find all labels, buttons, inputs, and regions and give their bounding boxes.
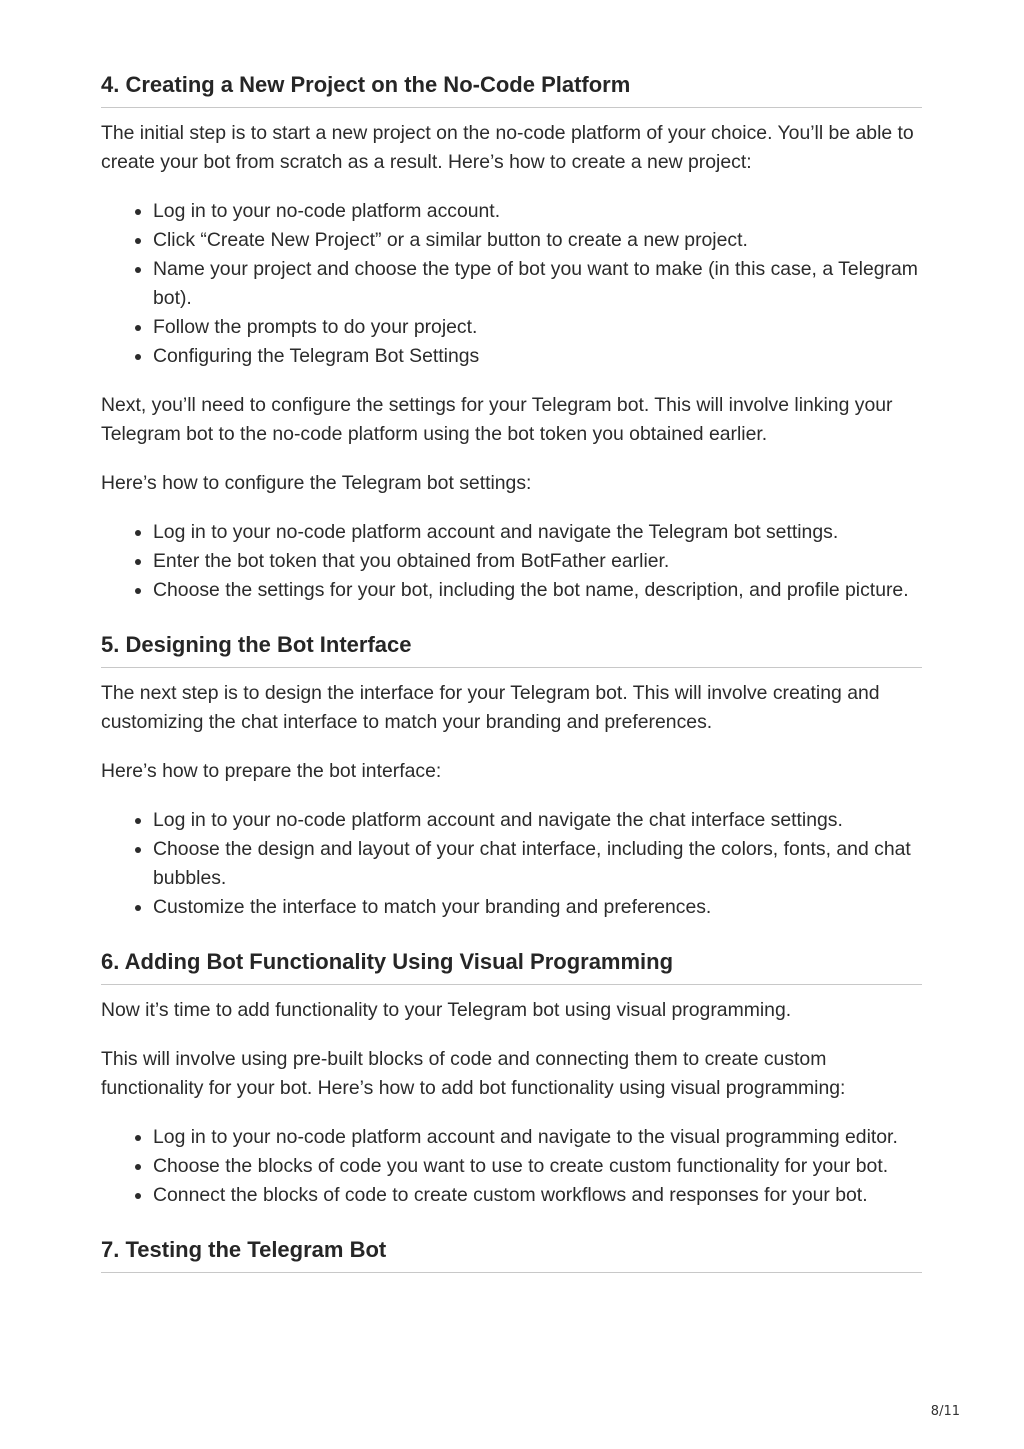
list-item: • Choose the blocks of code you want to use to create custom functionality for your bot. <box>153 1152 922 1181</box>
list-item: • Name your project and choose the type of bot you want to make (in this case, a Telegram bot). <box>153 255 922 313</box>
section-5-intro: The next step is to design the interface for your Telegram bot. This will involve creating and customizing the chat interface to match your branding and preferences. <box>101 682 880 733</box>
section-5-heading: 5. Designing the Bot Interface <box>101 631 922 668</box>
list-item: • Choose the design and layout of your chat interface, including the colors, fonts, and chat bubbles. <box>153 835 922 893</box>
list-item: • Click “Create New Project” or a similar button to create a new project. <box>153 226 922 255</box>
section-5-paragraph-2: Here’s how to prepare the bot interface: <box>101 760 442 782</box>
section-4-heading: 4. Creating a New Project on the No-Code Platform <box>101 71 922 108</box>
section-7-heading: 7. Testing the Telegram Bot <box>101 1236 922 1273</box>
list-item: • Log in to your no-code platform account and navigate to the visual programming editor. <box>153 1123 922 1152</box>
section-6-steps-list <box>101 1123 922 1210</box>
list-item: • Enter the bot token that you obtained from BotFather earlier. <box>153 547 922 576</box>
section-4-paragraph-3: Here’s how to configure the Telegram bot settings: <box>101 472 532 494</box>
list-item: • Log in to your no-code platform account and navigate the Telegram bot settings. <box>153 518 922 547</box>
section-4-steps-list <box>101 197 922 371</box>
section-4-paragraph-2: Next, you’ll need to configure the settings for your Telegram bot. This will involve linking your Telegram bot to the no-code platform using the bot token you obtained earlier. <box>101 394 893 445</box>
section-6-heading: 6. Adding Bot Functionality Using Visual Programming <box>101 948 922 985</box>
document-page <box>101 0 922 1273</box>
list-item: • Configuring the Telegram Bot Settings <box>153 342 922 371</box>
list-item: • Customize the interface to match your branding and preferences. <box>153 893 922 922</box>
section-5-steps-list <box>101 806 922 922</box>
list-item: • Log in to your no-code platform account and navigate the chat interface settings. <box>153 806 922 835</box>
section-6-intro: Now it’s time to add functionality to your Telegram bot using visual programming. <box>101 999 792 1021</box>
list-item: • Choose the settings for your bot, including the bot name, description, and profile picture. <box>153 576 922 605</box>
list-item: • Connect the blocks of code to create custom workflows and responses for your bot. <box>153 1181 922 1210</box>
page-number: 8/11 <box>930 1404 960 1419</box>
section-6-paragraph-2: This will involve using pre-built blocks of code and connecting them to create custom functionality for your bot. Here’s how to add bot functionality using visual programming: <box>101 1048 846 1099</box>
section-4-settings-list <box>101 518 922 605</box>
list-item: • Follow the prompts to do your project. <box>153 313 922 342</box>
list-item: • Log in to your no-code platform account. <box>153 197 922 226</box>
section-4-intro: The initial step is to start a new project on the no-code platform of your choice. You’ll be able to create your bot from scratch as a result. Here’s how to create a new project: <box>101 122 914 173</box>
